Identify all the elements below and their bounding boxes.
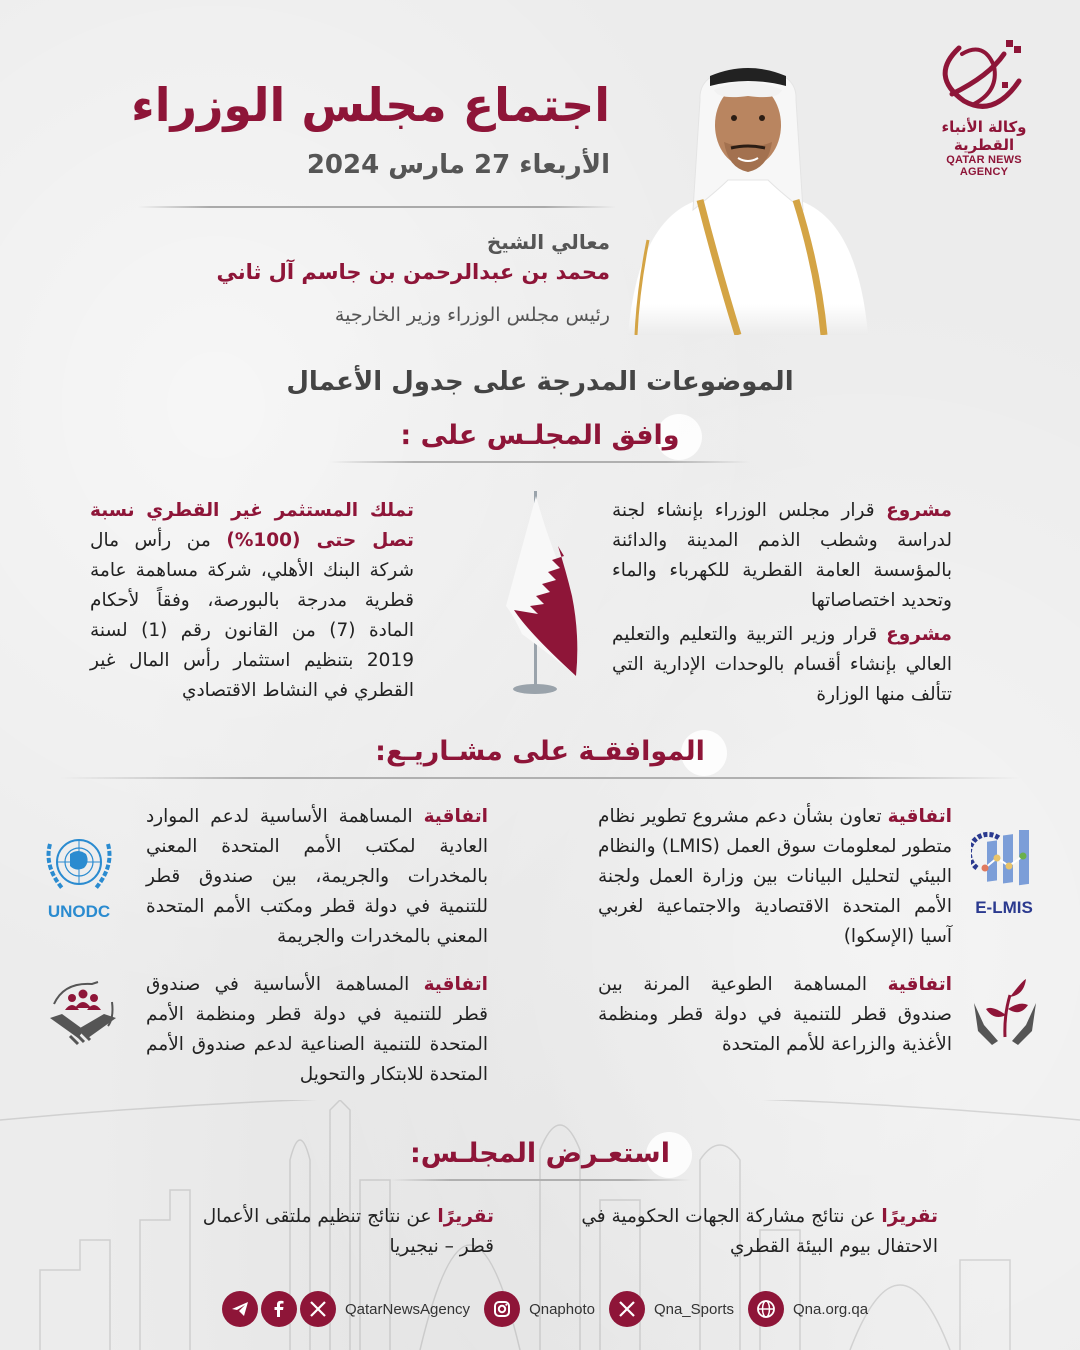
item-text: من رأس مال شركة البنك الأهلي، شركة مساهمة عامة قطرية مدرجة بالبورصة، وفقاً لأحكام المادة (7) من القانون رقم (1) لسنة 2019 بتنظيم استثمار رأس المال غير القطري في النشاط الاقتصادي bbox=[90, 530, 414, 701]
section-reviewed-heading bbox=[0, 1138, 1080, 1181]
instagram-icon[interactable] bbox=[484, 1291, 520, 1327]
meeting-date: الأربعاء 27 مارس 2024 bbox=[306, 150, 610, 180]
unodc-logo bbox=[36, 832, 122, 922]
e-lmis-label: E-LMIS bbox=[975, 898, 1033, 917]
un-emblem-icon bbox=[40, 832, 118, 896]
item-text: قرار وزير التربية والتعليم والتعليم العالي بإنشاء أقسام بالوحدات الإدارية التي تتألف منها الوزارة bbox=[612, 624, 952, 705]
item-text: المساهمة الطوعية المرنة بين صندوق قطر للتنمية في دولة قطر ومنظمة الأغذية والزراعة للأمم المتحدة bbox=[598, 974, 952, 1055]
reviewed-item-2 bbox=[174, 1202, 494, 1262]
project-item-3 bbox=[598, 970, 952, 1060]
item-keyword: تقريرًا bbox=[437, 1206, 494, 1227]
plant-in-hands-icon bbox=[970, 975, 1040, 1047]
approved-item-2 bbox=[612, 620, 952, 710]
divider bbox=[60, 777, 1020, 779]
item-text: المساهمة الأساسية في صندوق قطر للتنمية في دولة قطر ومنظمة الأمم المتحدة للتنمية الصناعية لدعم صندوق الأمم المتحدة للابتكار والتحويل bbox=[146, 974, 488, 1085]
x-icon[interactable] bbox=[609, 1291, 645, 1327]
item-keyword: مشروع bbox=[886, 500, 952, 521]
project-item-4 bbox=[146, 970, 488, 1090]
item-keyword: اتفاقية bbox=[423, 806, 488, 827]
item-keyword: تقريرًا bbox=[881, 1206, 938, 1227]
honorific: معالي الشيخ bbox=[486, 230, 610, 254]
logo-english-text: QATAR NEWS AGENCY bbox=[946, 154, 1022, 178]
handshake-people-icon bbox=[44, 978, 122, 1050]
qna-emblem-icon bbox=[934, 36, 1034, 116]
section-approved-label: وافق المجلـس على : bbox=[400, 420, 680, 451]
item-keyword: اتفاقية bbox=[887, 974, 952, 995]
approved-item-1 bbox=[612, 496, 952, 616]
social-handle-website[interactable]: Qna.org.qa bbox=[793, 1300, 869, 1318]
page-title: اجتماع مجلس الوزراء bbox=[131, 78, 610, 132]
logo-arabic-text: وكالة الأنباء القطرية bbox=[941, 118, 1027, 154]
social-links bbox=[222, 1288, 882, 1330]
agenda-title: الموضوعات المدرجة على جدول الأعمال bbox=[286, 367, 794, 397]
social-handle-qna-sports[interactable]: Qna_Sports bbox=[653, 1300, 734, 1318]
qna-logo bbox=[924, 36, 1044, 178]
qatar-flag-icon bbox=[492, 486, 592, 701]
item-text: المساهمة الأساسية لدعم الموارد العادية لمكتب الأمم المتحدة المعني بالمخدرات والجريمة، بين صندوق قطر للتنمية في دولة قطر ومكتب الأمم المتحدة المعني بالمخدرات والجريمة bbox=[146, 806, 488, 947]
facebook-icon[interactable] bbox=[261, 1291, 297, 1327]
section-projects-heading bbox=[0, 736, 1080, 779]
x-icon[interactable] bbox=[300, 1291, 336, 1327]
item-text: قرار مجلس الوزراء بإنشاء لجنة لدراسة وشطب الذمم المدينة والدائنة بالمؤسسة العامة القطرية للكهرباء والماء وتحديد اختصاصاتها bbox=[612, 500, 952, 611]
section-projects-label: الموافقـة على مشـاريـع: bbox=[375, 736, 705, 767]
item-text: عن نتائج تنظيم ملتقى الأعمال قطر – نيجيريا bbox=[202, 1206, 494, 1257]
reviewed-item-1 bbox=[578, 1202, 938, 1262]
project-item-2 bbox=[146, 802, 488, 952]
item-text: تعاون بشأن دعم مشروع تطوير نظام متطور لمعلومات سوق العمل (LMIS) والنظام البيئي لتحليل البيانات بين وزارة العمل ولجنة الأمم المتحدة الاقتصادية والاجتماعية لغربي آسيا (الإسكوا) bbox=[598, 806, 952, 947]
unodc-label: UNODC bbox=[47, 902, 111, 921]
item-keyword: اتفاقية bbox=[423, 974, 488, 995]
project-item-1 bbox=[598, 802, 952, 952]
minister-portrait bbox=[628, 40, 868, 335]
divider bbox=[330, 461, 750, 463]
e-lmis-icon bbox=[971, 830, 1037, 894]
social-handle-qatarnewsagency[interactable]: QatarNewsAgency bbox=[345, 1300, 471, 1318]
social-handle-qnaphoto[interactable]: Qnaphoto bbox=[529, 1300, 595, 1318]
section-reviewed-label: استعـرض المجلـس: bbox=[410, 1138, 670, 1169]
minister-role: رئيس مجلس الوزراء وزير الخارجية bbox=[334, 304, 610, 326]
divider bbox=[138, 206, 616, 208]
item-keyword: مشروع bbox=[886, 624, 952, 645]
item-keyword: تملك المستثمر غير القطري نسبة تصل حتى (100%) bbox=[90, 500, 414, 551]
divider bbox=[390, 1179, 690, 1181]
section-approved-heading bbox=[0, 420, 1080, 463]
minister-name: محمد بن عبدالرحمن بن جاسم آل ثاني bbox=[216, 260, 610, 284]
item-keyword: اتفاقية bbox=[887, 806, 952, 827]
approved-item-3 bbox=[90, 496, 414, 706]
e-lmis-logo bbox=[962, 830, 1046, 922]
globe-icon[interactable] bbox=[748, 1291, 784, 1327]
telegram-icon[interactable] bbox=[222, 1291, 258, 1327]
item-text: عن نتائج مشاركة الجهات الحكومية في الاحتفال بيوم البيئة القطري bbox=[581, 1206, 938, 1257]
